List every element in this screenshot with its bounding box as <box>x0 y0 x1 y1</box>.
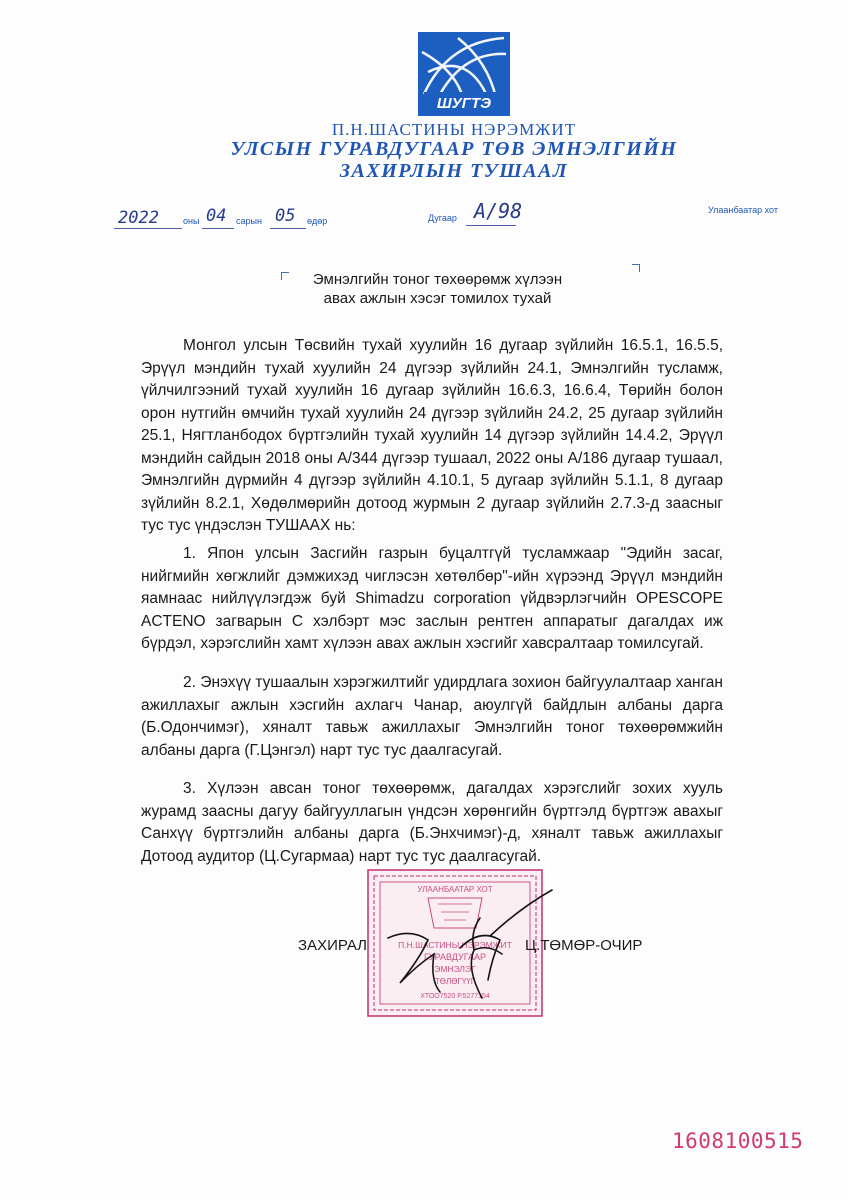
day-value: 05 <box>275 206 296 226</box>
year-value: 2022 <box>118 208 159 228</box>
year-underline <box>114 228 182 229</box>
number-underline <box>466 225 516 226</box>
svg-text:ГУРАВДУГААР: ГУРАВДУГААР <box>424 952 486 962</box>
svg-text:ЭМНЭЛЭГ: ЭМНЭЛЭГ <box>434 964 476 974</box>
corner-mark-right <box>632 264 640 272</box>
header-line1: П.Н.ШАСТИНЫ НЭРЭМЖИТ <box>331 120 577 139</box>
document-serial-number: 1608100515 <box>672 1129 804 1153</box>
svg-text:П.Н.ШАСТИНЫ НЭРЭМЖИТ: П.Н.ШАСТИНЫ НЭРЭМЖИТ <box>398 940 512 950</box>
director-name: Ц.ТӨМӨР-ОЧИР <box>525 937 643 954</box>
order-item-1: 1. Япон улсын Засгийн газрын буцалтгүй тусламжаар "Эдийн засаг, нийгмийн хөгжлийг дэмжихэд чиглэсэн хөтөлбөр"-ийн хүрээнд Эрүүл мэндийн яамнаас нийлүүлэгдэж буй Shimadzu corporation үйдвэрлэгчийн OPESCOPE ACTENO загварын С хэлбэрт мэс заслын рентген аппаратыг дагалдах иж бүрдэл, хэрэгслийн хамт хүлээн авах ажлын хэсгийг хавсралтаар томилсугай. <box>141 545 723 652</box>
month-value: 04 <box>206 206 227 226</box>
order-subject <box>300 270 575 308</box>
month-underline <box>202 228 234 229</box>
svg-text:ШУГТЭ: ШУГТЭ <box>436 95 492 112</box>
subject-line1: Эмнэлгийн тоног төхөөрөмж хүлээн <box>312 271 563 288</box>
preamble-paragraph: Монгол улсын Төсвийн тухай хуулийн 16 дугаар зүйлийн 16.5.1, 16.5.5, Эрүүл мэндийн тухай хуулийн 24 дүгээр зүйлийн 24.1, Эмнэлгийн тусламж, үйлчилгээний тухай хуулийн 16 дугаар зүйлийн 16.6.3, 16.6.4, Төрийн болон орон нутгийн өмчийн тухай хуулийн 24 дүгээр зүйлийн 24.2, 25 дугаар зүйлийн 25.1, Нягтланбодох бүртгэлийн тухай хуулийн 14 дүгээр зүйлийн 14.4.2, Эрүүл мэндийн сайдын 2018 оны А/344 дүгээр тушаал, 2022 оны А/186 дугаар тушаал, Эмнэлгийн дүрмийн 4 дүгээр зүйлийн 4.10.1, 5 дугаар зүйлийн 5.1.1, 8 дугаар зүйлийн 8.2.1, Хөдөлмөрийн дотоод журмын 2 дугаар зүйлийн 2.7.3-д заасныг тус тус үндэслэн ТУШААХ нь: <box>141 337 723 534</box>
city-label: Улаанбаатар хот <box>708 205 778 215</box>
svg-text:ХТОО7520 Р.5277154: ХТОО7520 Р.5277154 <box>420 993 490 1000</box>
subject-line2: авах ажлын хэсэг томилох тухай <box>323 290 552 307</box>
director-title: ЗАХИРАЛ <box>298 937 368 954</box>
svg-text:УЛААНБААТАР ХОТ: УЛААНБААТАР ХОТ <box>417 885 493 894</box>
svg-text:ТӨЛӨГҮҮГ: ТӨЛӨГҮҮГ <box>434 977 476 986</box>
order-item-2: 2. Энэхүү тушаалын хэрэгжилтийг удирдлага зохион байгуулалтаар ханган ажиллахыг ажлын хэсгийн ахлагч Чанар, аюулгүй байдлын албаны дарга (Б.Одончимэг), хяналт тавьж ажиллахыг Эмнэлгийн тоног төхөөрөмжийн албаны дарга (Г.Цэнгэл) нарт тус тус даалгасугай. <box>141 674 723 759</box>
day-label: өдөр <box>307 216 328 226</box>
order-number: A/98 <box>474 199 523 223</box>
month-label: сарын <box>236 216 262 226</box>
day-underline <box>270 228 306 229</box>
header-line2: УЛСЫН ГУРАВДУГААР ТӨВ ЭМНЭЛГИЙН <box>230 138 678 160</box>
number-label: Дугаар <box>428 213 457 223</box>
order-item-3: 3. Хүлээн авсан тоног төхөөрөмж, дагалдах хэрэгслийг зохих хууль журамд заасны дагуу байгууллагын үндсэн хөрөнгийн бүртгэлд бүртгэж авахыг Санхүү бүртгэлийн албаны дарга (Б.Энхчимэг)-д, хяналт тавьж ажиллахыг Дотоод аудитор (Ц.Сугармаа) нарт тус тус даалгасугай. <box>141 780 723 865</box>
header-line3: ЗАХИРЛЫН ТУШААЛ <box>339 160 569 182</box>
year-label: оны <box>183 216 200 226</box>
hospital-logo <box>418 32 510 116</box>
corner-mark-left <box>281 272 289 280</box>
